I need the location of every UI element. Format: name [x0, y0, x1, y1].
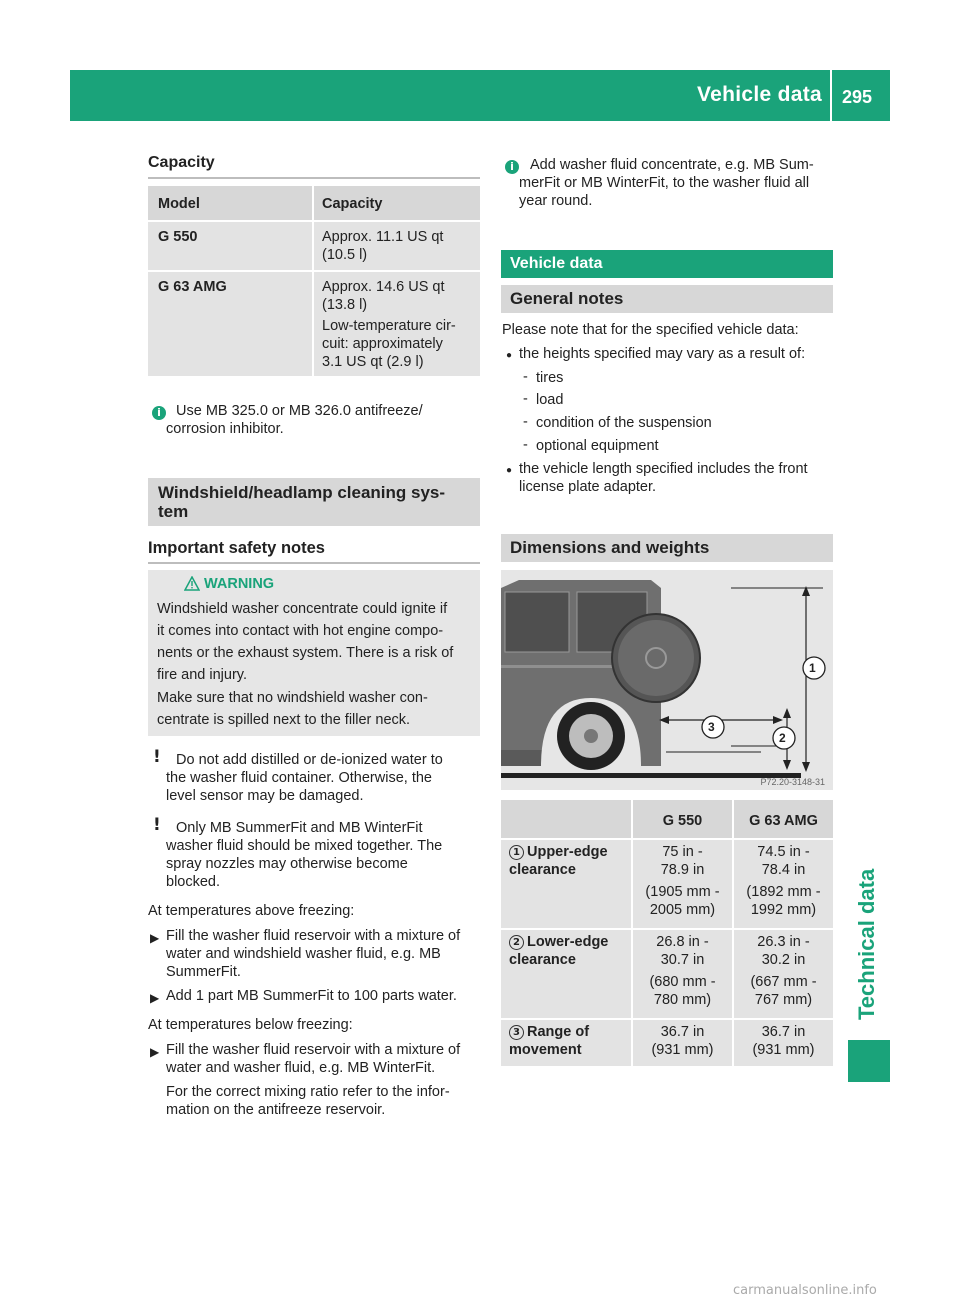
- side-tab: [846, 640, 896, 1020]
- value: 74.5 in -: [757, 844, 810, 860]
- callout-2: 2: [779, 731, 786, 745]
- row-label: clearance: [509, 862, 576, 878]
- value: 26.3 in -: [757, 934, 810, 950]
- capacity-value: (13.8 l): [322, 297, 368, 313]
- dimensions-heading: [501, 534, 833, 562]
- row-label: [509, 843, 608, 861]
- value: 78.4 in: [761, 862, 806, 878]
- row-label: [509, 933, 608, 951]
- value: 36.7 in: [761, 1024, 806, 1040]
- bullet-icon: ●: [506, 350, 513, 361]
- caution-text: the washer fluid container. Otherwise, the: [166, 770, 432, 786]
- model-name: G 550: [158, 229, 198, 245]
- heading-text: Vehicle data: [510, 255, 603, 272]
- dash-icon: -: [523, 437, 528, 453]
- info-text: year round.: [519, 193, 593, 209]
- value: 2005 mm): [649, 902, 716, 918]
- value: 26.8 in -: [656, 934, 709, 950]
- side-tab-label: Technical data: [854, 868, 879, 1020]
- heading-text: Dimensions and weights: [510, 538, 710, 557]
- step-text: Add 1 part MB SummerFit to 100 parts water.: [166, 988, 457, 1004]
- col-model: Model: [158, 196, 200, 212]
- warning-text: Make sure that no windshield washer con-: [157, 690, 428, 706]
- callout-number: 3: [509, 1025, 524, 1040]
- step-text: SummerFit.: [166, 964, 241, 980]
- warning-text: Windshield washer concentrate could ignite if: [157, 601, 448, 617]
- step-text: water and windshield washer fluid, e.g. MB: [166, 946, 441, 962]
- caution-text: level sensor may be damaged.: [166, 788, 364, 804]
- header-title: Vehicle data: [697, 83, 822, 106]
- value: 30.7 in: [660, 952, 705, 968]
- capacity-heading: Capacity: [148, 154, 215, 171]
- info-text: merFit or MB WinterFit, to the washer fluid all: [519, 175, 810, 191]
- warning-text: nents or the exhaust system. There is a risk of: [157, 645, 454, 661]
- value: (1905 mm -: [645, 884, 720, 900]
- bullet-text: the heights specified may vary as a result of:: [519, 346, 806, 362]
- dash-icon: -: [523, 391, 528, 407]
- warning-text: fire and injury.: [157, 667, 247, 683]
- value: 75 in -: [662, 844, 703, 860]
- heading-line: Windshield/headlamp cleaning sys-: [158, 483, 446, 502]
- step-note: mation on the antifreeze reservoir.: [166, 1102, 386, 1118]
- callout-3: 3: [708, 720, 715, 734]
- warning-box: [148, 570, 480, 736]
- header-separator: [830, 70, 832, 121]
- page-number: 295: [842, 87, 873, 107]
- dash-icon: -: [523, 414, 528, 430]
- row-label: [509, 1023, 589, 1041]
- vehicle-data-heading: [501, 250, 833, 278]
- divider: [312, 222, 314, 270]
- intro-text: Please note that for the specified vehicle data:: [502, 322, 799, 338]
- caution-text: spray nozzles may otherwise become: [166, 856, 408, 872]
- bullet-text: the vehicle length specified includes the front: [519, 461, 808, 477]
- callout-number: 1: [509, 845, 524, 860]
- sub-item: optional equipment: [536, 438, 659, 454]
- footer-watermark: carmanualsonline.info: [733, 1283, 877, 1298]
- heading-line: tem: [158, 502, 189, 521]
- value: 1992 mm): [750, 902, 817, 918]
- sub-item: load: [536, 392, 564, 408]
- divider: [312, 272, 314, 376]
- sub-item: tires: [536, 370, 564, 386]
- value: (931 mm): [651, 1042, 714, 1058]
- warning-title: WARNING: [204, 576, 275, 592]
- callout-1: 1: [809, 661, 816, 675]
- info-icon: i: [152, 403, 166, 421]
- caution-text: Do not add distilled or de-ionized water to: [176, 752, 443, 768]
- capacity-value: (10.5 l): [322, 247, 368, 263]
- warning-text: it comes into contact with hot engine compo-: [157, 623, 444, 639]
- divider: [312, 186, 314, 220]
- windshield-heading: [148, 478, 480, 526]
- step-text: water and washer fluid, e.g. MB WinterFit.: [166, 1060, 436, 1076]
- capacity-note: 3.1 US qt (2.9 l): [322, 354, 424, 370]
- capacity-value: Approx. 11.1 US qt: [322, 229, 444, 245]
- value: 780 mm): [653, 992, 712, 1008]
- image-code: P72.20-3148-31: [760, 777, 825, 787]
- value: 78.9 in: [660, 862, 705, 878]
- above-freezing: At temperatures above freezing:: [148, 903, 355, 919]
- model-name: G 63 AMG: [158, 279, 227, 295]
- step-text: Fill the washer fluid reservoir with a mixture of: [166, 1042, 461, 1058]
- col-g63amg: G 63 AMG: [749, 813, 818, 829]
- divider: [148, 562, 480, 564]
- below-freezing: At temperatures below freezing:: [148, 1017, 353, 1033]
- vehicle-diagram: [501, 570, 833, 790]
- warning-icon: [184, 576, 200, 591]
- col-capacity: Capacity: [322, 196, 383, 212]
- bullet-text: license plate adapter.: [519, 479, 657, 495]
- caution-text: washer fluid should be mixed together. The: [166, 838, 443, 854]
- value: (667 mm -: [750, 974, 817, 990]
- sub-item: condition of the suspension: [536, 415, 712, 431]
- label-text: Range of: [527, 1024, 590, 1040]
- info-text: Add washer fluid concentrate, e.g. MB Sum-: [530, 157, 814, 173]
- info-icon: i: [505, 157, 519, 175]
- arrow-right-icon: ▶: [150, 931, 160, 945]
- callout-number: 2: [509, 935, 524, 950]
- dimensions-table: [501, 800, 833, 1066]
- heading-text: General notes: [510, 289, 624, 308]
- capacity-table: [148, 186, 480, 376]
- warning-text: centrate is spilled next to the filler neck.: [157, 712, 411, 728]
- value: 767 mm): [754, 992, 813, 1008]
- label-text: Lower-edge: [527, 934, 609, 950]
- value: (931 mm): [752, 1042, 815, 1058]
- dash-icon: -: [523, 369, 528, 385]
- value: (1892 mm -: [746, 884, 821, 900]
- caution-icon: !: [153, 747, 161, 767]
- capacity-note: cuit: approximately: [322, 336, 443, 352]
- capacity-note-text: Use MB 325.0 or MB 326.0 antifreeze/: [176, 403, 423, 419]
- caution-text: blocked.: [166, 874, 221, 890]
- capacity-value: Approx. 14.6 US qt: [322, 279, 445, 295]
- col-g550: G 550: [662, 813, 703, 829]
- bullet-icon: ●: [506, 465, 513, 476]
- step-note: For the correct mixing ratio refer to the infor-: [166, 1084, 450, 1100]
- arrow-right-icon: ▶: [150, 991, 160, 1005]
- vehicle-illustration: [501, 570, 833, 790]
- value: (680 mm -: [649, 974, 716, 990]
- divider: [148, 177, 480, 179]
- row-label: movement: [509, 1042, 582, 1058]
- capacity-note-text: corrosion inhibitor.: [166, 421, 284, 437]
- label-text: Upper-edge: [527, 844, 608, 860]
- value: 36.7 in: [660, 1024, 705, 1040]
- capacity-note: Low-temperature cir-: [322, 318, 456, 334]
- general-notes-heading: [501, 285, 833, 313]
- caution-icon: !: [153, 815, 161, 835]
- safety-notes-heading: Important safety notes: [148, 539, 325, 557]
- arrow-right-icon: ▶: [150, 1045, 160, 1059]
- step-text: Fill the washer fluid reservoir with a mixture of: [166, 928, 461, 944]
- caution-text: Only MB SummerFit and MB WinterFit: [176, 820, 423, 836]
- value: 30.2 in: [761, 952, 806, 968]
- row-label: clearance: [509, 952, 576, 968]
- side-tab-marker: [848, 1040, 890, 1082]
